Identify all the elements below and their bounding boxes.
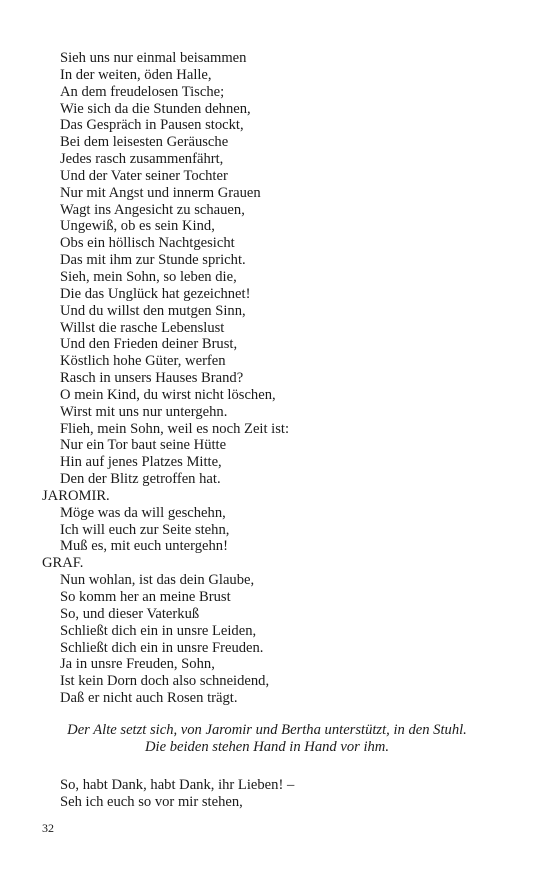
verse-line: Und den Frieden deiner Brust, — [60, 336, 238, 353]
verse-line: Ich will euch zur Seite stehn, — [60, 521, 230, 538]
verse-line: Daß er nicht auch Rosen trägt. — [60, 690, 238, 707]
verse-line: Obs ein höllisch Nachtgesicht — [60, 235, 235, 252]
speaker-name-graf: GRAF. — [42, 555, 84, 572]
verse-line: Sieh uns nur einmal beisammen — [60, 50, 247, 66]
verse-line: Jedes rasch zusammenfährt, — [60, 151, 224, 168]
verse-line: Willst die rasche Lebenslust — [60, 319, 225, 336]
verse-line: Und du willst den mutgen Sinn, — [60, 302, 246, 319]
verse-line: So komm her an meine Brust — [60, 589, 231, 605]
page-number: 32 — [42, 821, 54, 835]
verse-line: Den der Blitz getroffen hat. — [60, 471, 221, 488]
verse-line: So, und dieser Vaterkuß — [60, 605, 200, 622]
verse-line: Das Gespräch in Pausen stockt, — [60, 117, 244, 134]
speaker-name-jaromir: JAROMIR. — [42, 487, 110, 504]
verse-line: So, habt Dank, habt Dank, ihr Lieben! – — [60, 777, 295, 793]
verse-line: Schließt dich ein in unsre Freuden. — [60, 639, 264, 656]
verse-line: Rasch in unsers Hauses Brand? — [60, 370, 244, 387]
verse-continuation — [60, 777, 530, 811]
verse-line: Und der Vater seiner Tochter — [60, 167, 228, 184]
verse-line: Sieh, mein Sohn, so leben die, — [60, 268, 237, 285]
verse-line: Wagt ins Angesicht zu schauen, — [60, 201, 245, 218]
verse-line: Wirst mit uns nur untergehn. — [60, 403, 228, 420]
verse-main — [42, 50, 530, 707]
verse-line: Das mit ihm zur Stunde spricht. — [60, 252, 246, 269]
verse-line: O mein Kind, du wirst nicht löschen, — [60, 386, 276, 403]
verse-line: Ja in unsre Freuden, Sohn, — [60, 656, 215, 673]
verse-line: Nun wohlan, ist das dein Glaube, — [60, 572, 255, 589]
verse-line: Köstlich hohe Güter, werfen — [60, 353, 226, 370]
verse-line: Schließt dich ein in unsre Leiden, — [60, 622, 257, 639]
verse-line: Möge was da will geschehn, — [60, 504, 226, 521]
verse-line: Seh ich euch so vor mir stehen, — [60, 793, 243, 810]
verse-line: Wie sich da die Stunden dehnen, — [60, 100, 251, 117]
verse-line: Ist kein Dorn doch also schneidend, — [60, 673, 270, 690]
verse-line: Bei dem leisesten Geräusche — [60, 134, 229, 151]
verse-line: Hin auf jenes Platzes Mitte, — [60, 454, 222, 471]
verse-line: An dem freudelosen Tische; — [60, 83, 225, 100]
verse-line: Die das Unglück hat gezeichnet! — [60, 285, 251, 302]
stage-direction-line: Der Alte setzt sich, von Jaromir und Bertha unterstützt, in den Stuhl. — [67, 722, 467, 738]
verse-line: Muß es, mit euch untergehn! — [60, 538, 228, 555]
verse-line: Ungewiß, ob es sein Kind, — [60, 218, 215, 235]
verse-line: Nur ein Tor baut seine Hütte — [60, 437, 227, 454]
verse-line: In der weiten, öden Halle, — [60, 66, 212, 83]
stage-direction — [42, 722, 492, 756]
stage-direction-line: Die beiden stehen Hand in Hand vor ihm. — [145, 739, 389, 755]
verse-line: Nur mit Angst und innerm Grauen — [60, 184, 261, 201]
verse-line: Flieh, mein Sohn, weil es noch Zeit ist: — [60, 420, 290, 437]
